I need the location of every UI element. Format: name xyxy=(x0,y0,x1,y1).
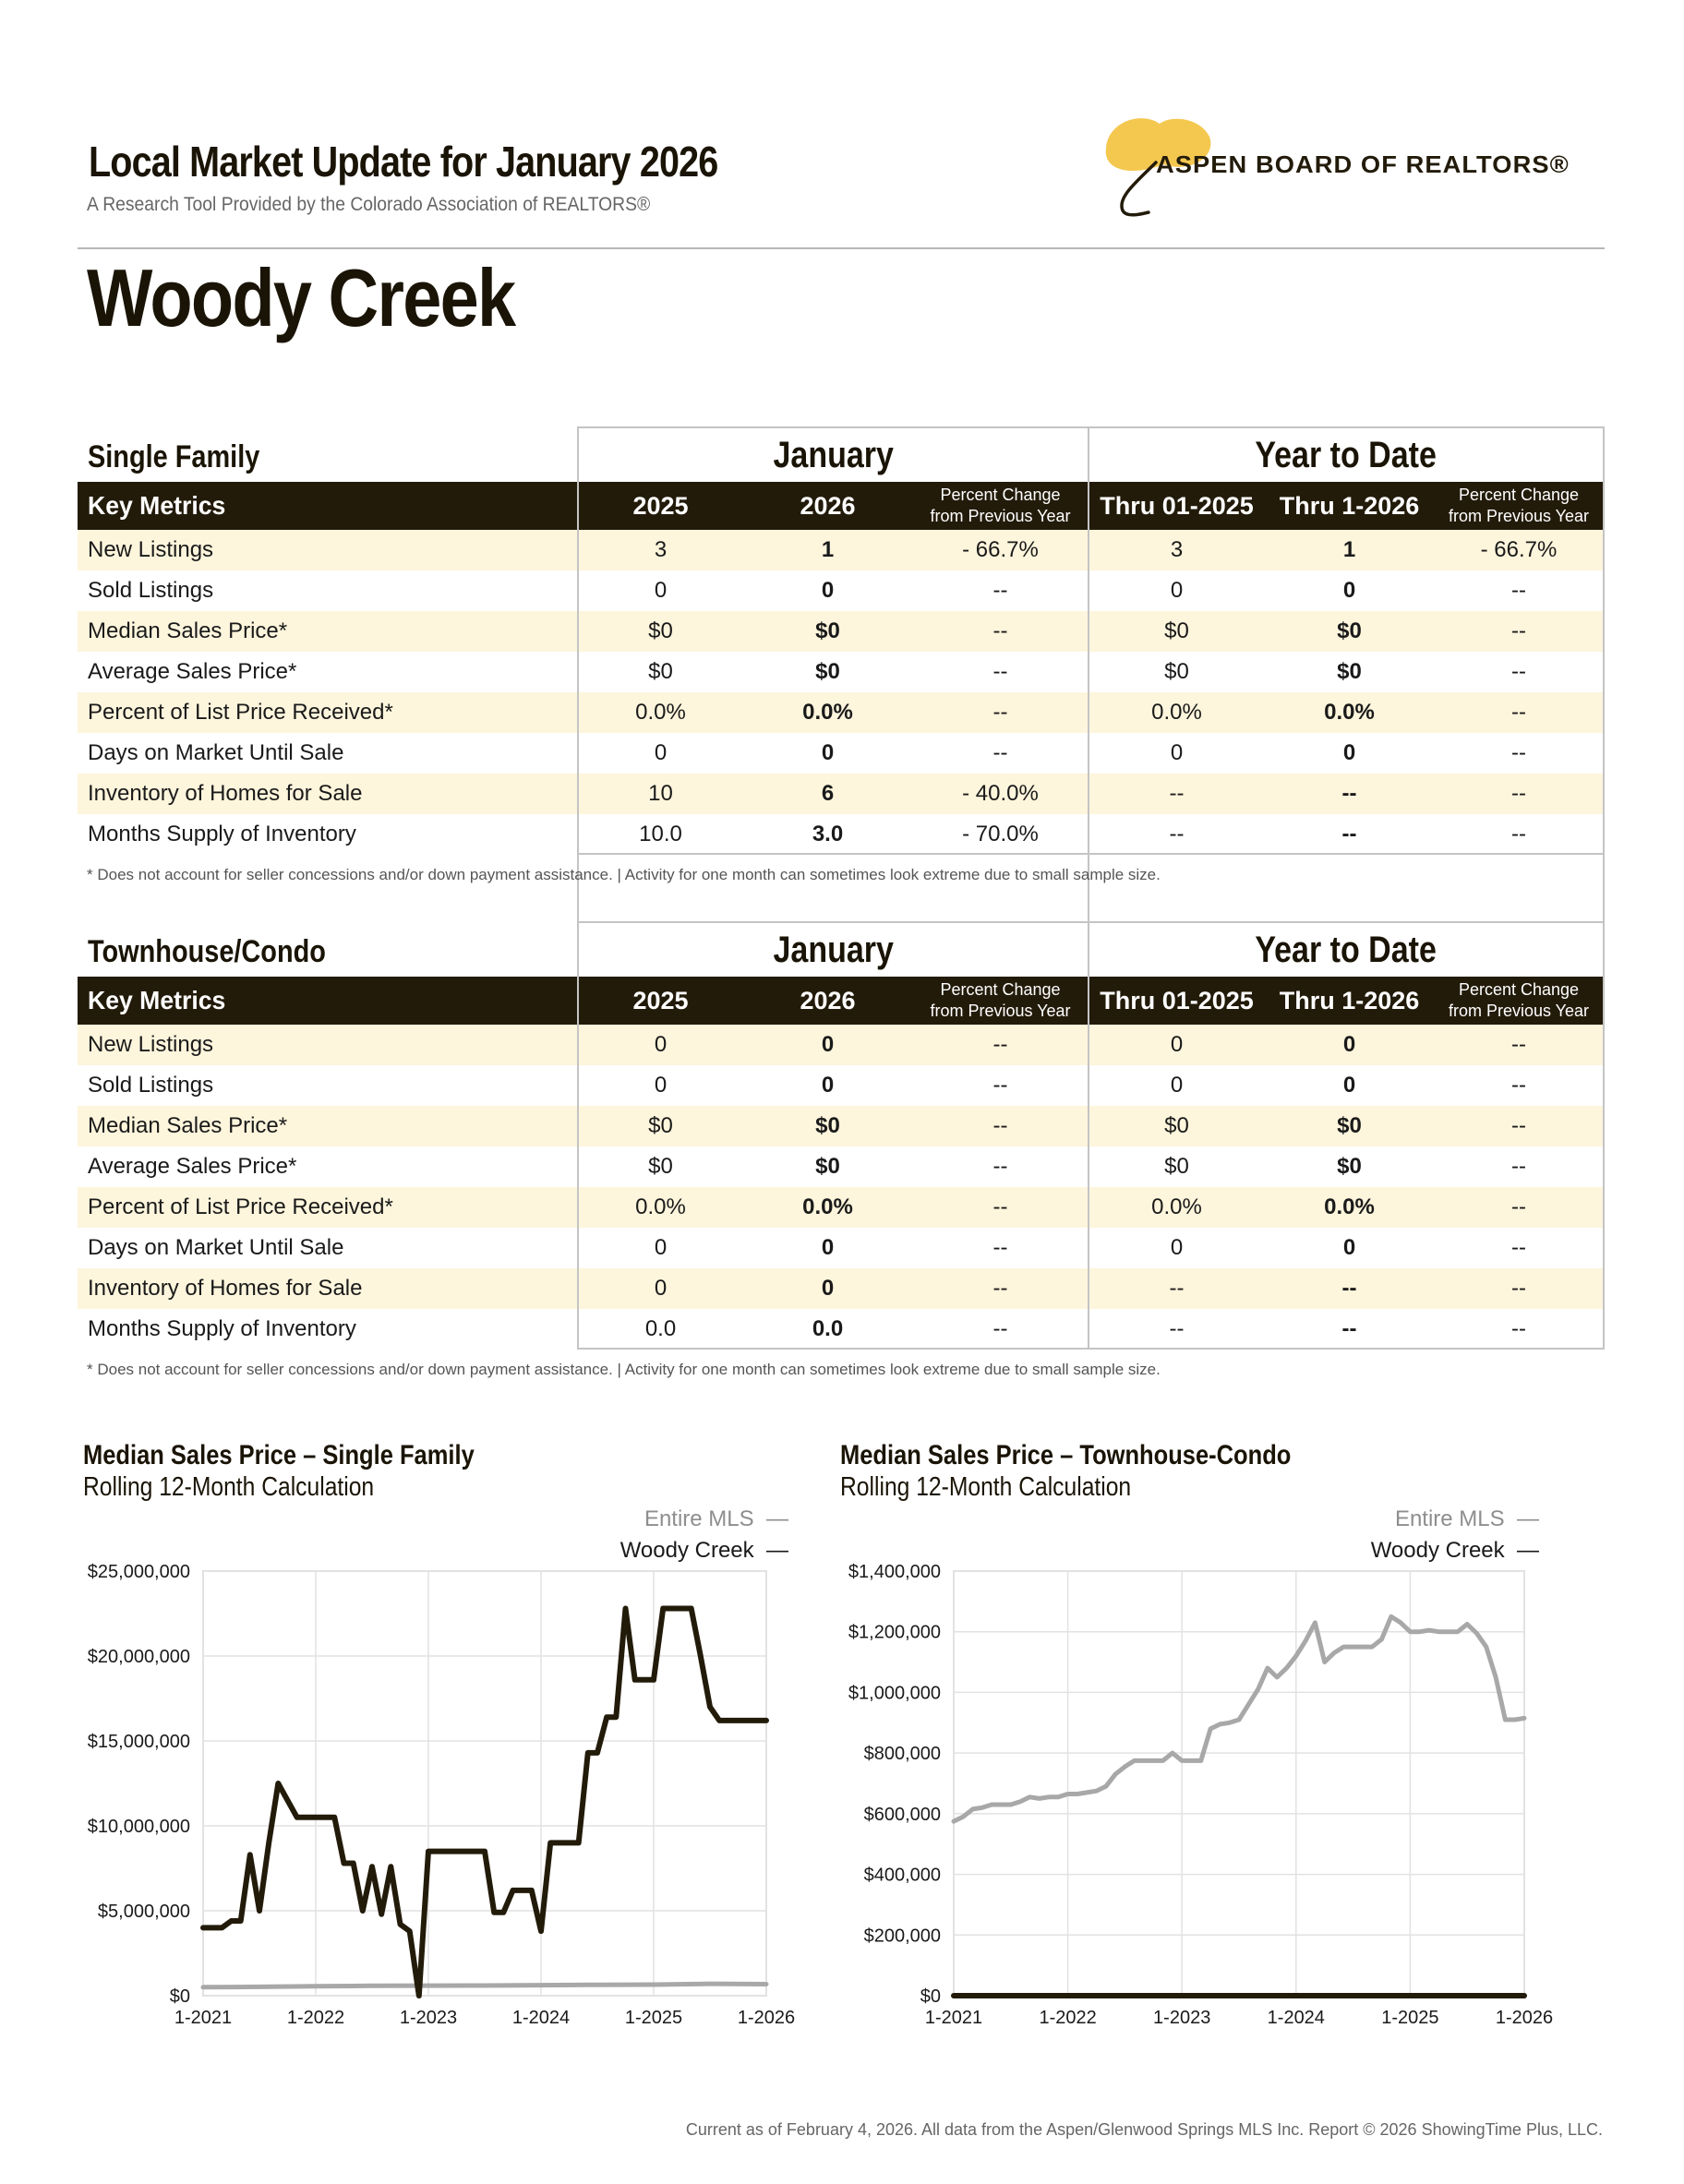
month-2025-value: 0.0% xyxy=(635,1194,686,1219)
ytd-2026-value: $0 xyxy=(1337,659,1362,684)
y-tick-label: $600,000 xyxy=(863,1804,941,1825)
month-2025-value: 10.0 xyxy=(639,822,682,846)
month-percent-change: - 40.0% xyxy=(962,781,1039,806)
ytd-2025-value: 0 xyxy=(1170,740,1184,765)
metric-label: Months Supply of Inventory xyxy=(88,822,356,846)
ytd-percent-change: -- xyxy=(1511,1316,1526,1341)
month-percent-change: -- xyxy=(992,1154,1008,1179)
group-header-ytd: Year to Date xyxy=(1088,426,1605,482)
metric-label: Months Supply of Inventory xyxy=(88,1316,356,1341)
ytd-2025-value: -- xyxy=(1169,1316,1185,1341)
table-row xyxy=(78,692,1605,733)
table-border xyxy=(577,853,1605,855)
month-percent-change: -- xyxy=(992,740,1008,765)
ytd-2026-value: $0 xyxy=(1337,1113,1362,1138)
ytd-2026-value: 0 xyxy=(1342,1032,1356,1057)
table-row xyxy=(78,570,1605,611)
ytd-percent-change: -- xyxy=(1511,659,1526,684)
table-footnote: * Does not account for seller concessions and/or down payment assistance. | Activity for one month can sometimes look extreme due to small sample size. xyxy=(87,1361,1161,1378)
month-percent-change: -- xyxy=(992,659,1008,684)
table-footnote: * Does not account for seller concessions and/or down payment assistance. | Activity for one month can sometimes look extreme due to small sample size. xyxy=(87,866,1161,883)
key-metrics-header: Key Metrics xyxy=(88,986,226,1014)
ytd-2026-value: -- xyxy=(1341,1276,1357,1301)
metric-label: Percent of List Price Received* xyxy=(88,700,393,725)
x-tick-label: 1-2022 xyxy=(286,2008,345,2028)
month-2025-value: 3 xyxy=(654,537,668,562)
x-tick-label: 1-2025 xyxy=(624,2008,683,2028)
table-row xyxy=(78,814,1605,855)
ytd-percent-change: -- xyxy=(1511,1154,1526,1179)
ytd-2026-value: -- xyxy=(1341,1316,1357,1341)
x-tick-label: 1-2026 xyxy=(1495,2008,1554,2028)
month-percent-change: -- xyxy=(992,700,1008,725)
table-row xyxy=(78,530,1605,570)
x-tick-label: 1-2023 xyxy=(399,2008,458,2028)
month-2026-value: 0.0 xyxy=(812,1316,844,1341)
ytd-2025-value: $0 xyxy=(1164,1154,1189,1179)
metric-label: Inventory of Homes for Sale xyxy=(88,1276,363,1301)
report-subtitle: A Research Tool Provided by the Colorado Association of REALTORS® xyxy=(87,194,651,215)
month-2025-value: $0 xyxy=(648,1113,673,1138)
x-tick-label: 1-2025 xyxy=(1381,2008,1439,2028)
month-percent-change: -- xyxy=(992,618,1008,643)
ytd-2026-value: 0.0% xyxy=(1324,1194,1375,1219)
y-tick-label: $1,200,000 xyxy=(848,1622,941,1643)
percent-change-header: Percent Change from Previous Year xyxy=(930,486,1071,525)
table-border xyxy=(1088,426,1089,969)
ytd-2025-value: 0 xyxy=(1170,1073,1184,1098)
table-body xyxy=(78,530,1605,855)
ytd-2025-header: Thru 01-2025 xyxy=(1100,986,1254,1014)
month-2025-value: 0 xyxy=(654,740,668,765)
y-tick-label: $0 xyxy=(169,1986,190,2007)
month-2026-value: 0 xyxy=(821,1032,835,1057)
table-row xyxy=(78,652,1605,692)
group-header-month: January xyxy=(577,921,1089,977)
ytd-percent-change: -- xyxy=(1511,781,1526,806)
ytd-2025-value: 0.0% xyxy=(1151,1194,1202,1219)
ytd-percent-change: -- xyxy=(1511,740,1526,765)
metric-label: Average Sales Price* xyxy=(88,1154,297,1179)
y-tick-label: $400,000 xyxy=(863,1865,941,1886)
table-row xyxy=(78,1065,1605,1106)
month-2025-value: 10 xyxy=(648,781,673,806)
y-tick-label: $10,000,000 xyxy=(87,1817,190,1837)
ytd-2025-value: 0.0% xyxy=(1151,700,1202,725)
ytd-2026-value: 1 xyxy=(1342,537,1356,562)
key-metrics-header: Key Metrics xyxy=(88,491,226,520)
ytd-2026-value: -- xyxy=(1341,822,1357,846)
legend-entire-mls: Entire MLS — xyxy=(1394,1506,1539,1531)
y-tick-label: $15,000,000 xyxy=(87,1732,190,1752)
ytd-2025-value: 3 xyxy=(1170,537,1184,562)
month-percent-change: -- xyxy=(992,1235,1008,1260)
month-2025-value: $0 xyxy=(648,618,673,643)
x-tick-label: 1-2022 xyxy=(1039,2008,1097,2028)
month-percent-change: -- xyxy=(992,1032,1008,1057)
header-divider xyxy=(78,247,1605,249)
metric-label: Sold Listings xyxy=(88,578,214,603)
month-2025-value: 0.0 xyxy=(644,1316,677,1341)
legend-woody-creek: Woody Creek — xyxy=(619,1538,788,1563)
month-2026-value: $0 xyxy=(815,1154,840,1179)
group-header-ytd: Year to Date xyxy=(1088,921,1605,977)
month-2025-value: 0.0% xyxy=(635,700,686,725)
table-header-row xyxy=(78,482,1605,530)
chart-title: Median Sales Price – Townhouse-Condo xyxy=(840,1440,1292,1470)
ytd-2025-value: -- xyxy=(1169,822,1185,846)
ytd-2026-value: 0 xyxy=(1342,578,1356,603)
table-row xyxy=(78,1106,1605,1146)
ytd-percent-change: -- xyxy=(1511,1235,1526,1260)
month-2026-value: 0 xyxy=(821,1235,835,1260)
ytd-2026-value: -- xyxy=(1341,781,1357,806)
logo-text: ASPEN BOARD OF REALTORS® xyxy=(1156,150,1570,178)
x-tick-label: 1-2021 xyxy=(174,2008,233,2028)
table-border xyxy=(577,1348,1605,1350)
ytd-2025-value: -- xyxy=(1169,781,1185,806)
ytd-2025-value: 0 xyxy=(1170,1235,1184,1260)
ytd-percent-change: -- xyxy=(1511,822,1526,846)
month-2025-value: 0 xyxy=(654,1073,668,1098)
ytd-percent-change: -- xyxy=(1511,1113,1526,1138)
plot-area xyxy=(954,1571,1524,1996)
month-percent-change: -- xyxy=(992,1194,1008,1219)
month-percent-change: -- xyxy=(992,1316,1008,1341)
section-title: Townhouse/Condo xyxy=(88,934,326,969)
table-border xyxy=(577,921,579,1350)
month-2025-value: 0 xyxy=(654,1032,668,1057)
month-2026-value: 0 xyxy=(821,740,835,765)
year-2026-header: 2026 xyxy=(800,491,856,520)
chart-subtitle: Rolling 12-Month Calculation xyxy=(840,1472,1132,1502)
group-header-month: January xyxy=(577,426,1089,482)
area-name: Woody Creek xyxy=(87,252,515,343)
legend-woody-creek: Woody Creek — xyxy=(1370,1538,1539,1563)
ytd-percent-change: -- xyxy=(1511,1073,1526,1098)
table-body xyxy=(78,1025,1605,1350)
month-percent-change: -- xyxy=(992,1073,1008,1098)
y-tick-label: $1,000,000 xyxy=(848,1683,941,1704)
month-2026-value: 3.0 xyxy=(812,822,844,846)
x-tick-label: 1-2026 xyxy=(737,2008,796,2028)
ytd-percent-change: -- xyxy=(1511,700,1526,725)
metric-label: Median Sales Price* xyxy=(88,618,288,643)
metric-label: New Listings xyxy=(88,1032,214,1057)
month-2026-value: $0 xyxy=(815,618,840,643)
chart-subtitle: Rolling 12-Month Calculation xyxy=(83,1472,375,1502)
y-tick-label: $5,000,000 xyxy=(97,1902,190,1922)
x-tick-label: 1-2023 xyxy=(1153,2008,1211,2028)
ytd-percent-change: -- xyxy=(1511,1194,1526,1219)
ytd-2025-header: Thru 01-2025 xyxy=(1100,491,1254,520)
plot-area xyxy=(203,1571,766,1996)
metric-label: Days on Market Until Sale xyxy=(88,1235,344,1260)
y-tick-label: $200,000 xyxy=(863,1926,941,1947)
table-row xyxy=(78,1309,1605,1350)
ytd-2025-value: $0 xyxy=(1164,659,1189,684)
table-row xyxy=(78,1025,1605,1065)
year-2025-header: 2025 xyxy=(632,986,689,1014)
report-footer: Current as of February 4, 2026. All data from the Aspen/Glenwood Springs MLS Inc. Report © 2026 ShowingTime Plus, LLC. xyxy=(685,2120,1603,2139)
table-border xyxy=(1603,921,1605,1350)
table-border xyxy=(1088,921,1089,1350)
chart-title: Median Sales Price – Single Family xyxy=(83,1440,475,1470)
ytd-percent-change: -- xyxy=(1511,1276,1526,1301)
year-2026-header: 2026 xyxy=(800,986,856,1014)
month-2026-value: $0 xyxy=(815,659,840,684)
y-tick-label: $20,000,000 xyxy=(87,1647,190,1667)
legend-entire-mls: Entire MLS — xyxy=(644,1506,788,1531)
month-percent-change: -- xyxy=(992,1113,1008,1138)
percent-change-header: Percent Change from Previous Year xyxy=(930,980,1071,1020)
month-2026-value: 0 xyxy=(821,578,835,603)
metric-label: Inventory of Homes for Sale xyxy=(88,781,363,806)
ytd-2026-header: Thru 1-2026 xyxy=(1279,986,1420,1014)
metric-label: Median Sales Price* xyxy=(88,1113,288,1138)
table-row xyxy=(78,733,1605,774)
y-tick-label: $25,000,000 xyxy=(87,1562,190,1582)
ytd-2025-value: $0 xyxy=(1164,1113,1189,1138)
ytd-2026-value: 0.0% xyxy=(1324,700,1375,725)
percent-change-header: Percent Change from Previous Year xyxy=(1448,486,1590,525)
ytd-2025-value: -- xyxy=(1169,1276,1185,1301)
ytd-2026-header: Thru 1-2026 xyxy=(1279,491,1420,520)
single-family-chart xyxy=(55,1560,812,2040)
metric-label: Days on Market Until Sale xyxy=(88,740,344,765)
x-tick-label: 1-2021 xyxy=(924,2008,983,2028)
month-2025-value: 0 xyxy=(654,1276,668,1301)
month-2026-value: 6 xyxy=(821,781,835,806)
percent-change-header: Percent Change from Previous Year xyxy=(1448,980,1590,1020)
ytd-percent-change: -- xyxy=(1511,618,1526,643)
townhouse-condo-chart xyxy=(812,1560,1570,2040)
ytd-2025-value: 0 xyxy=(1170,1032,1184,1057)
single-family-table xyxy=(78,426,1605,855)
table-row xyxy=(78,1187,1605,1228)
month-2026-value: $0 xyxy=(815,1113,840,1138)
metric-label: Average Sales Price* xyxy=(88,659,297,684)
month-2025-value: 0 xyxy=(654,578,668,603)
section-title: Single Family xyxy=(88,439,260,474)
y-tick-label: $800,000 xyxy=(863,1744,941,1765)
ytd-2026-value: 0 xyxy=(1342,1073,1356,1098)
ytd-percent-change: -- xyxy=(1511,578,1526,603)
report-title: Local Market Update for January 2026 xyxy=(89,138,718,186)
ytd-2026-value: $0 xyxy=(1337,618,1362,643)
month-percent-change: -- xyxy=(992,578,1008,603)
ytd-percent-change: - 66.7% xyxy=(1480,537,1558,562)
metric-label: Sold Listings xyxy=(88,1073,214,1098)
metric-label: Percent of List Price Received* xyxy=(88,1194,393,1219)
y-tick-label: $0 xyxy=(920,1986,941,2007)
month-percent-change: - 66.7% xyxy=(962,537,1039,562)
table-row xyxy=(78,1268,1605,1309)
month-percent-change: -- xyxy=(992,1276,1008,1301)
year-2025-header: 2025 xyxy=(632,491,689,520)
month-2026-value: 0.0% xyxy=(802,1194,853,1219)
month-2025-value: $0 xyxy=(648,1154,673,1179)
month-2026-value: 1 xyxy=(821,537,835,562)
ytd-2026-value: $0 xyxy=(1337,1154,1362,1179)
month-percent-change: - 70.0% xyxy=(962,822,1039,846)
townhouse-condo-table xyxy=(78,921,1605,1350)
month-2026-value: 0 xyxy=(821,1073,835,1098)
table-border xyxy=(1603,426,1605,969)
y-tick-label: $1,400,000 xyxy=(848,1562,941,1582)
table-row xyxy=(78,1146,1605,1187)
month-2026-value: 0 xyxy=(821,1276,835,1301)
month-2025-value: 0 xyxy=(654,1235,668,1260)
x-tick-label: 1-2024 xyxy=(1267,2008,1325,2028)
ytd-2026-value: 0 xyxy=(1342,740,1356,765)
month-2026-value: 0.0% xyxy=(802,700,853,725)
ytd-2025-value: $0 xyxy=(1164,618,1189,643)
table-border xyxy=(577,426,579,969)
x-tick-label: 1-2024 xyxy=(511,2008,571,2028)
table-row xyxy=(78,1228,1605,1268)
table-header-row xyxy=(78,977,1605,1025)
metric-label: New Listings xyxy=(88,537,214,562)
table-row xyxy=(78,774,1605,814)
ytd-2026-value: 0 xyxy=(1342,1235,1356,1260)
table-row xyxy=(78,611,1605,652)
ytd-percent-change: -- xyxy=(1511,1032,1526,1057)
ytd-2025-value: 0 xyxy=(1170,578,1184,603)
month-2025-value: $0 xyxy=(648,659,673,684)
